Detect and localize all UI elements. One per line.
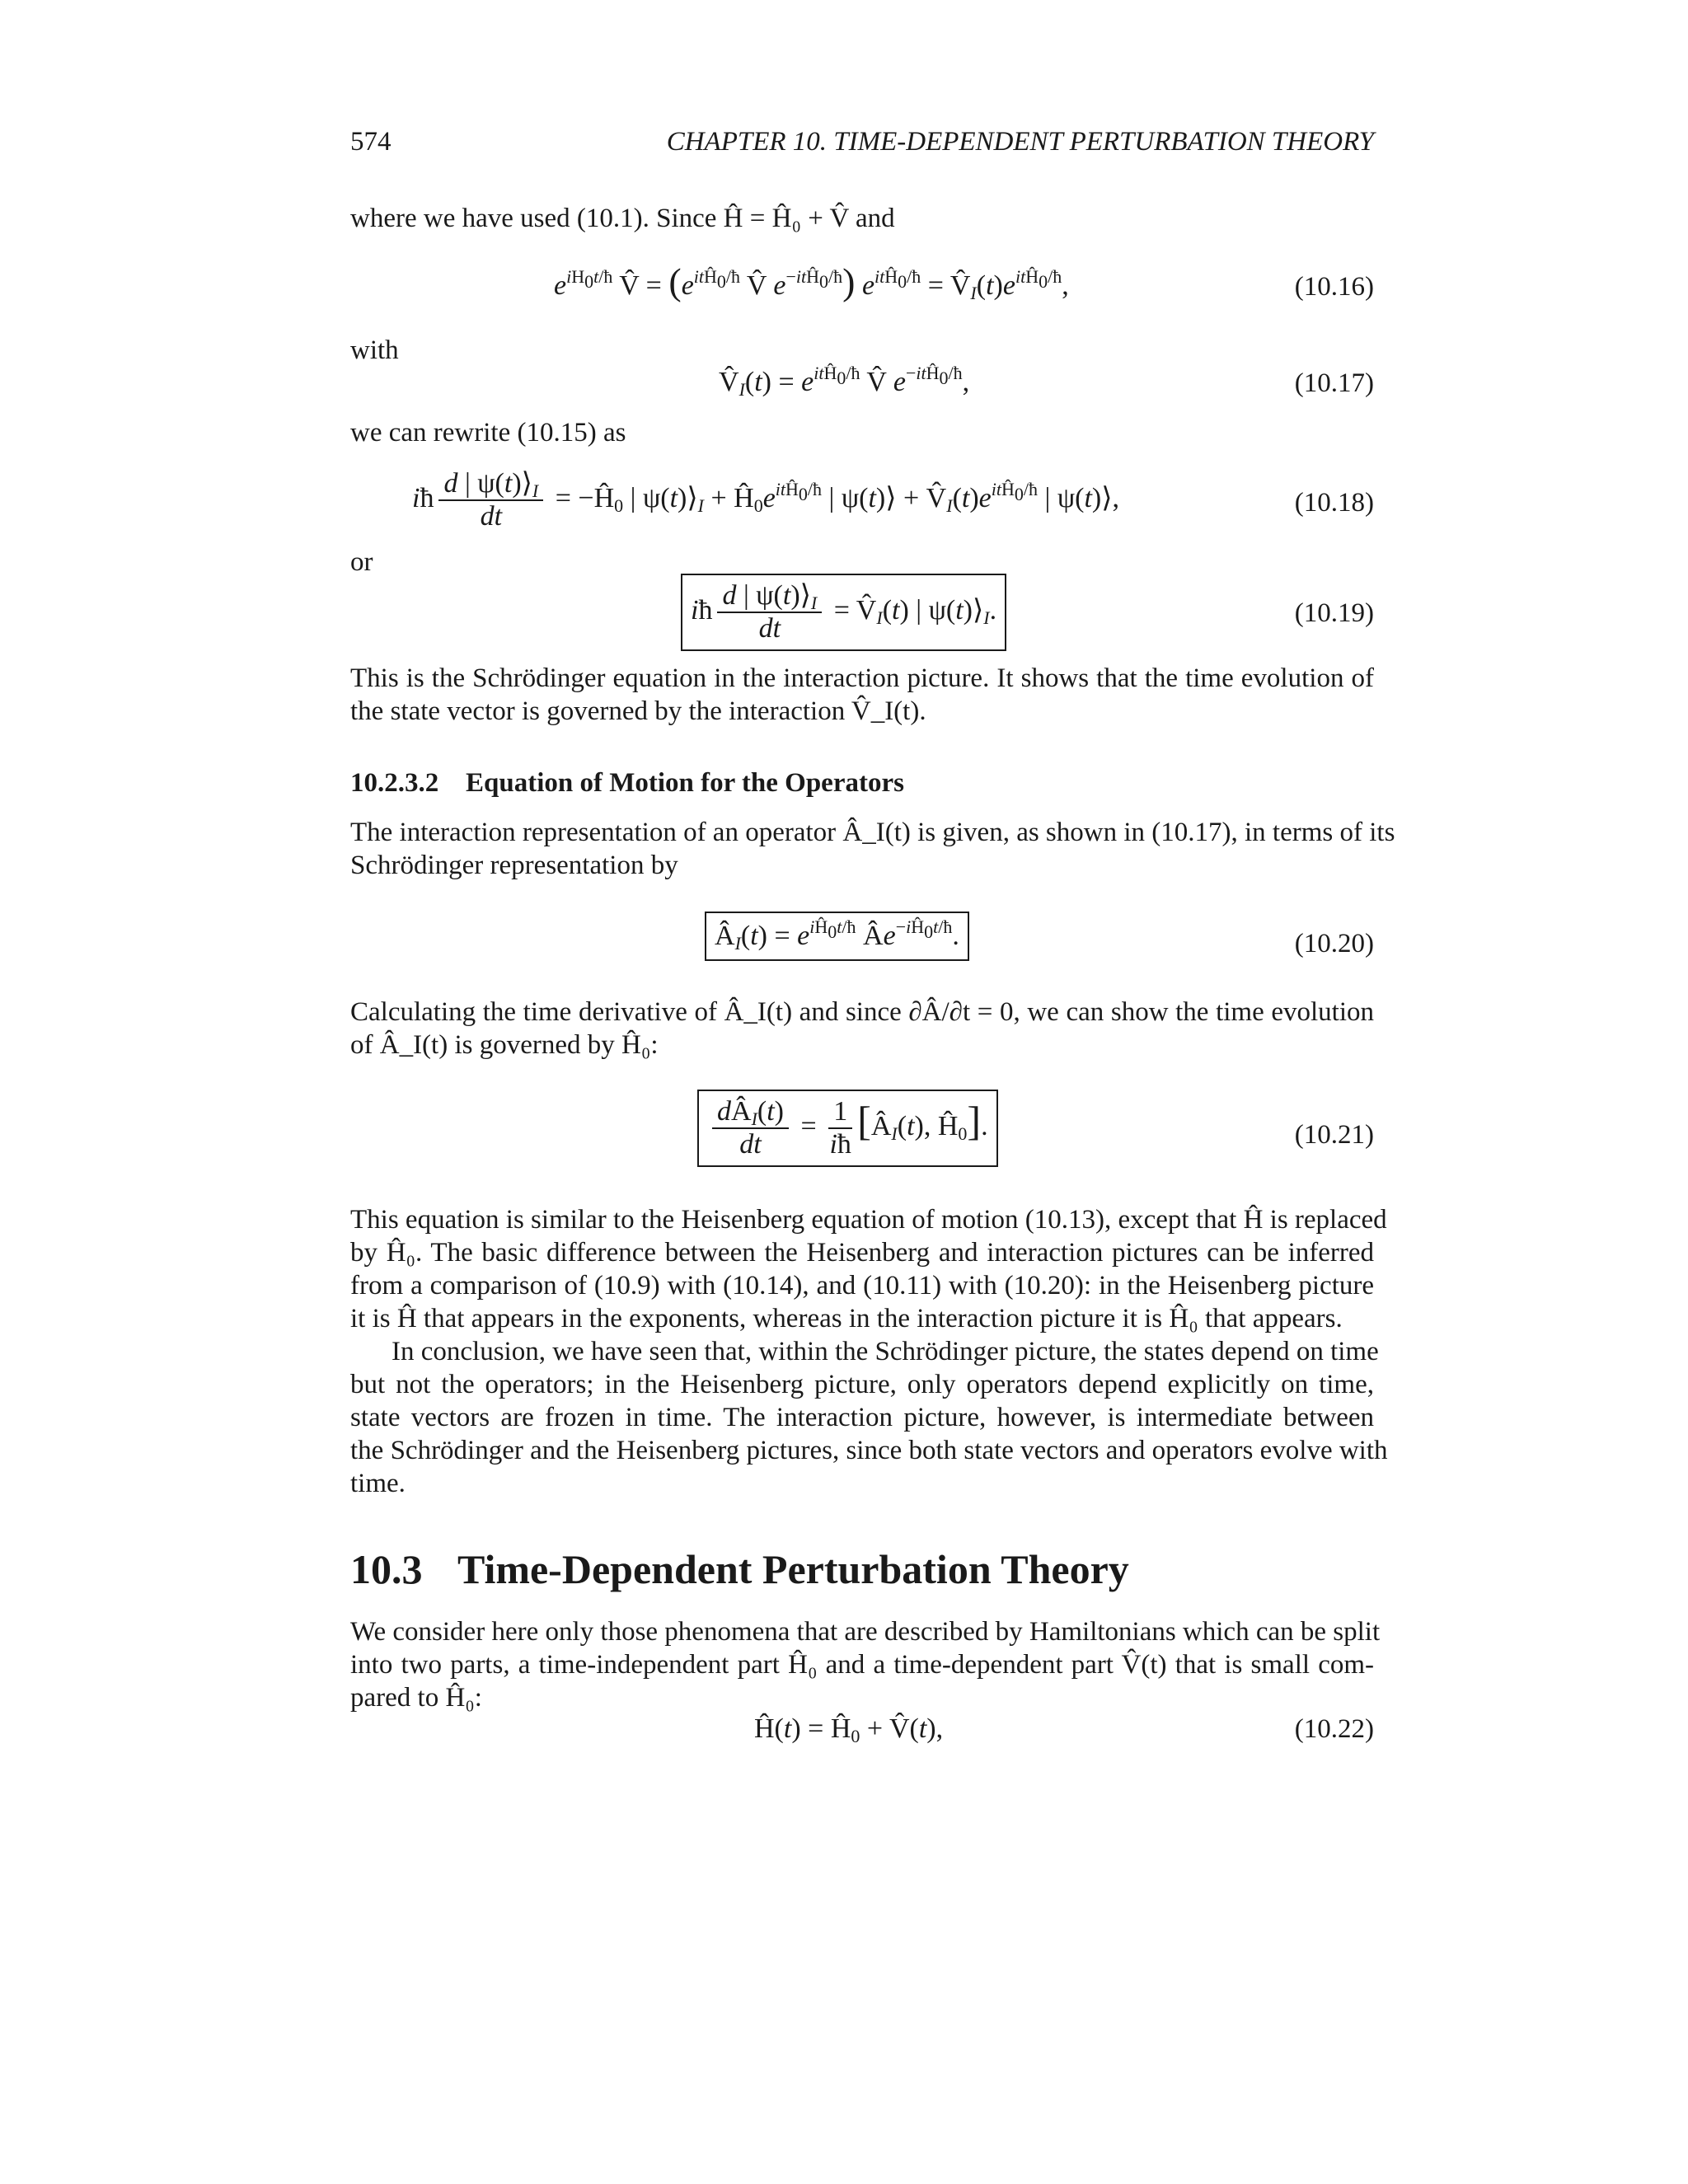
equation-10-17: $V̂_I(t) = e^{itĤ_0/ħ}$ V̂ $e^{-itĤ_0/ħ}$, [719,363,970,400]
equation-number-10-21: (10.21) [1294,1120,1374,1150]
subsection-heading [350,766,904,799]
text-or: or [350,547,373,577]
equation-10-16: $e^{iH_0t/ħ}$ V̂ = ($e^{itĤ_0/ħ}$ V̂ $e^{-itĤ_0/ħ}$) $e^{itĤ_0/ħ}$ = $V̂_I(t)e^{itĤ_0/ħ}$, [554,260,1069,303]
equation-10-19: iħ $\frac{d | \psi(t)⟩_I}{dt}$ = $V̂_I(t)$ | $\psi(t)⟩_I$. [681,574,1006,651]
paragraph-intro: where we have used (10.1). Since Ĥ = Ĥ₀ + V̂ and [350,204,895,233]
paragraph-representation: The interaction representation of an operator Â_I(t) is given, as shown in (10.17), in terms of its Schrödinger representation by [350,818,1395,880]
equation-10-20: $Â_I(t) = e^{iĤ_0t/ħ}$ $Âe^{-iĤ_0t/ħ}$. [705,912,969,961]
page-number: 574 [350,127,392,157]
paragraph-hamiltonian-split: We consider here only those phenomena that are described by Hamiltonians which can be split into two parts, a time-independent part Ĥ₀ and a time-dependent part V̂(t) that is small com- pared to Ĥ₀: [350,1617,1381,1713]
subsection-title: Equation of Motion for the Operators [466,768,904,798]
chapter-running-head: CHAPTER 10. TIME-DEPENDENT PERTURBATION THEORY [666,127,1374,157]
subsection-number: 10.2.3.2 [350,768,439,798]
paragraph-time-derivative: Calculating the time derivative of Â_I(t) and since ∂Â/∂t = 0, we can show the time evolution of Â_I(t) is governed by Ĥ₀: [350,997,1374,1060]
section-number: 10.3 [350,1546,423,1592]
equation-number-10-18: (10.18) [1294,488,1374,518]
equation-number-10-20: (10.20) [1294,929,1374,958]
paragraph-conclusion: This equation is similar to the Heisenberg equation of motion (10.13), except that Ĥ is replaced by Ĥ₀. The basic difference between the Heisenberg and interaction pictures can be inferred from a comparison of (10.9) with (10.14), and (10.11) with (10.20): in the Heisenberg picture it is Ĥ that appears in the exponents, whereas in the interaction picture it is Ĥ₀ that appears. In conclusion, we have seen that, within the Schrödinger picture, the states depend on time but not the operators; in the Heisenberg picture, only operators depend explicitly on time, state vectors are frozen in time. The interaction picture, however, is intermediate between the Schrödinger and the Heisenberg pictures, since both state vectors and operators evolve with time. [350,1205,1388,1498]
equation-number-10-22: (10.22) [1294,1714,1374,1744]
equation-10-18: iħ $\frac{d | \psi(t)⟩_I}{dt}$ = $-Ĥ_0$ | $\psi(t)⟩_I$ + $Ĥ_0e^{itĤ_0/ħ}$ | ψ(t)⟩ + $V̂_I(t)e^{itĤ_0/ħ}$ | ψ(t)⟩, [412,468,1119,532]
equation-number-10-17: (10.17) [1294,368,1374,398]
paragraph-schrodinger: This is the Schrödinger equation in the interaction picture. It shows that the time evolution of the state vector is governed by the interaction V̂_I(t). [350,663,1374,726]
section-title: Time-Dependent Perturbation Theory [457,1546,1129,1592]
equation-10-22: Ĥ(t) = $Ĥ_0$ + V̂(t), [754,1713,944,1746]
equation-number-10-19: (10.19) [1294,598,1374,628]
text-rewrite: we can rewrite (10.15) as [350,418,626,448]
text-with: with [350,335,399,365]
equation-number-10-16: (10.16) [1294,272,1374,302]
section-heading [350,1544,1129,1594]
equation-10-21: $\frac{dÂ_I(t)}{dt}$ = $\frac{1}{iħ}$ [$Â_I(t)$, $Ĥ_0$]. [697,1090,998,1167]
